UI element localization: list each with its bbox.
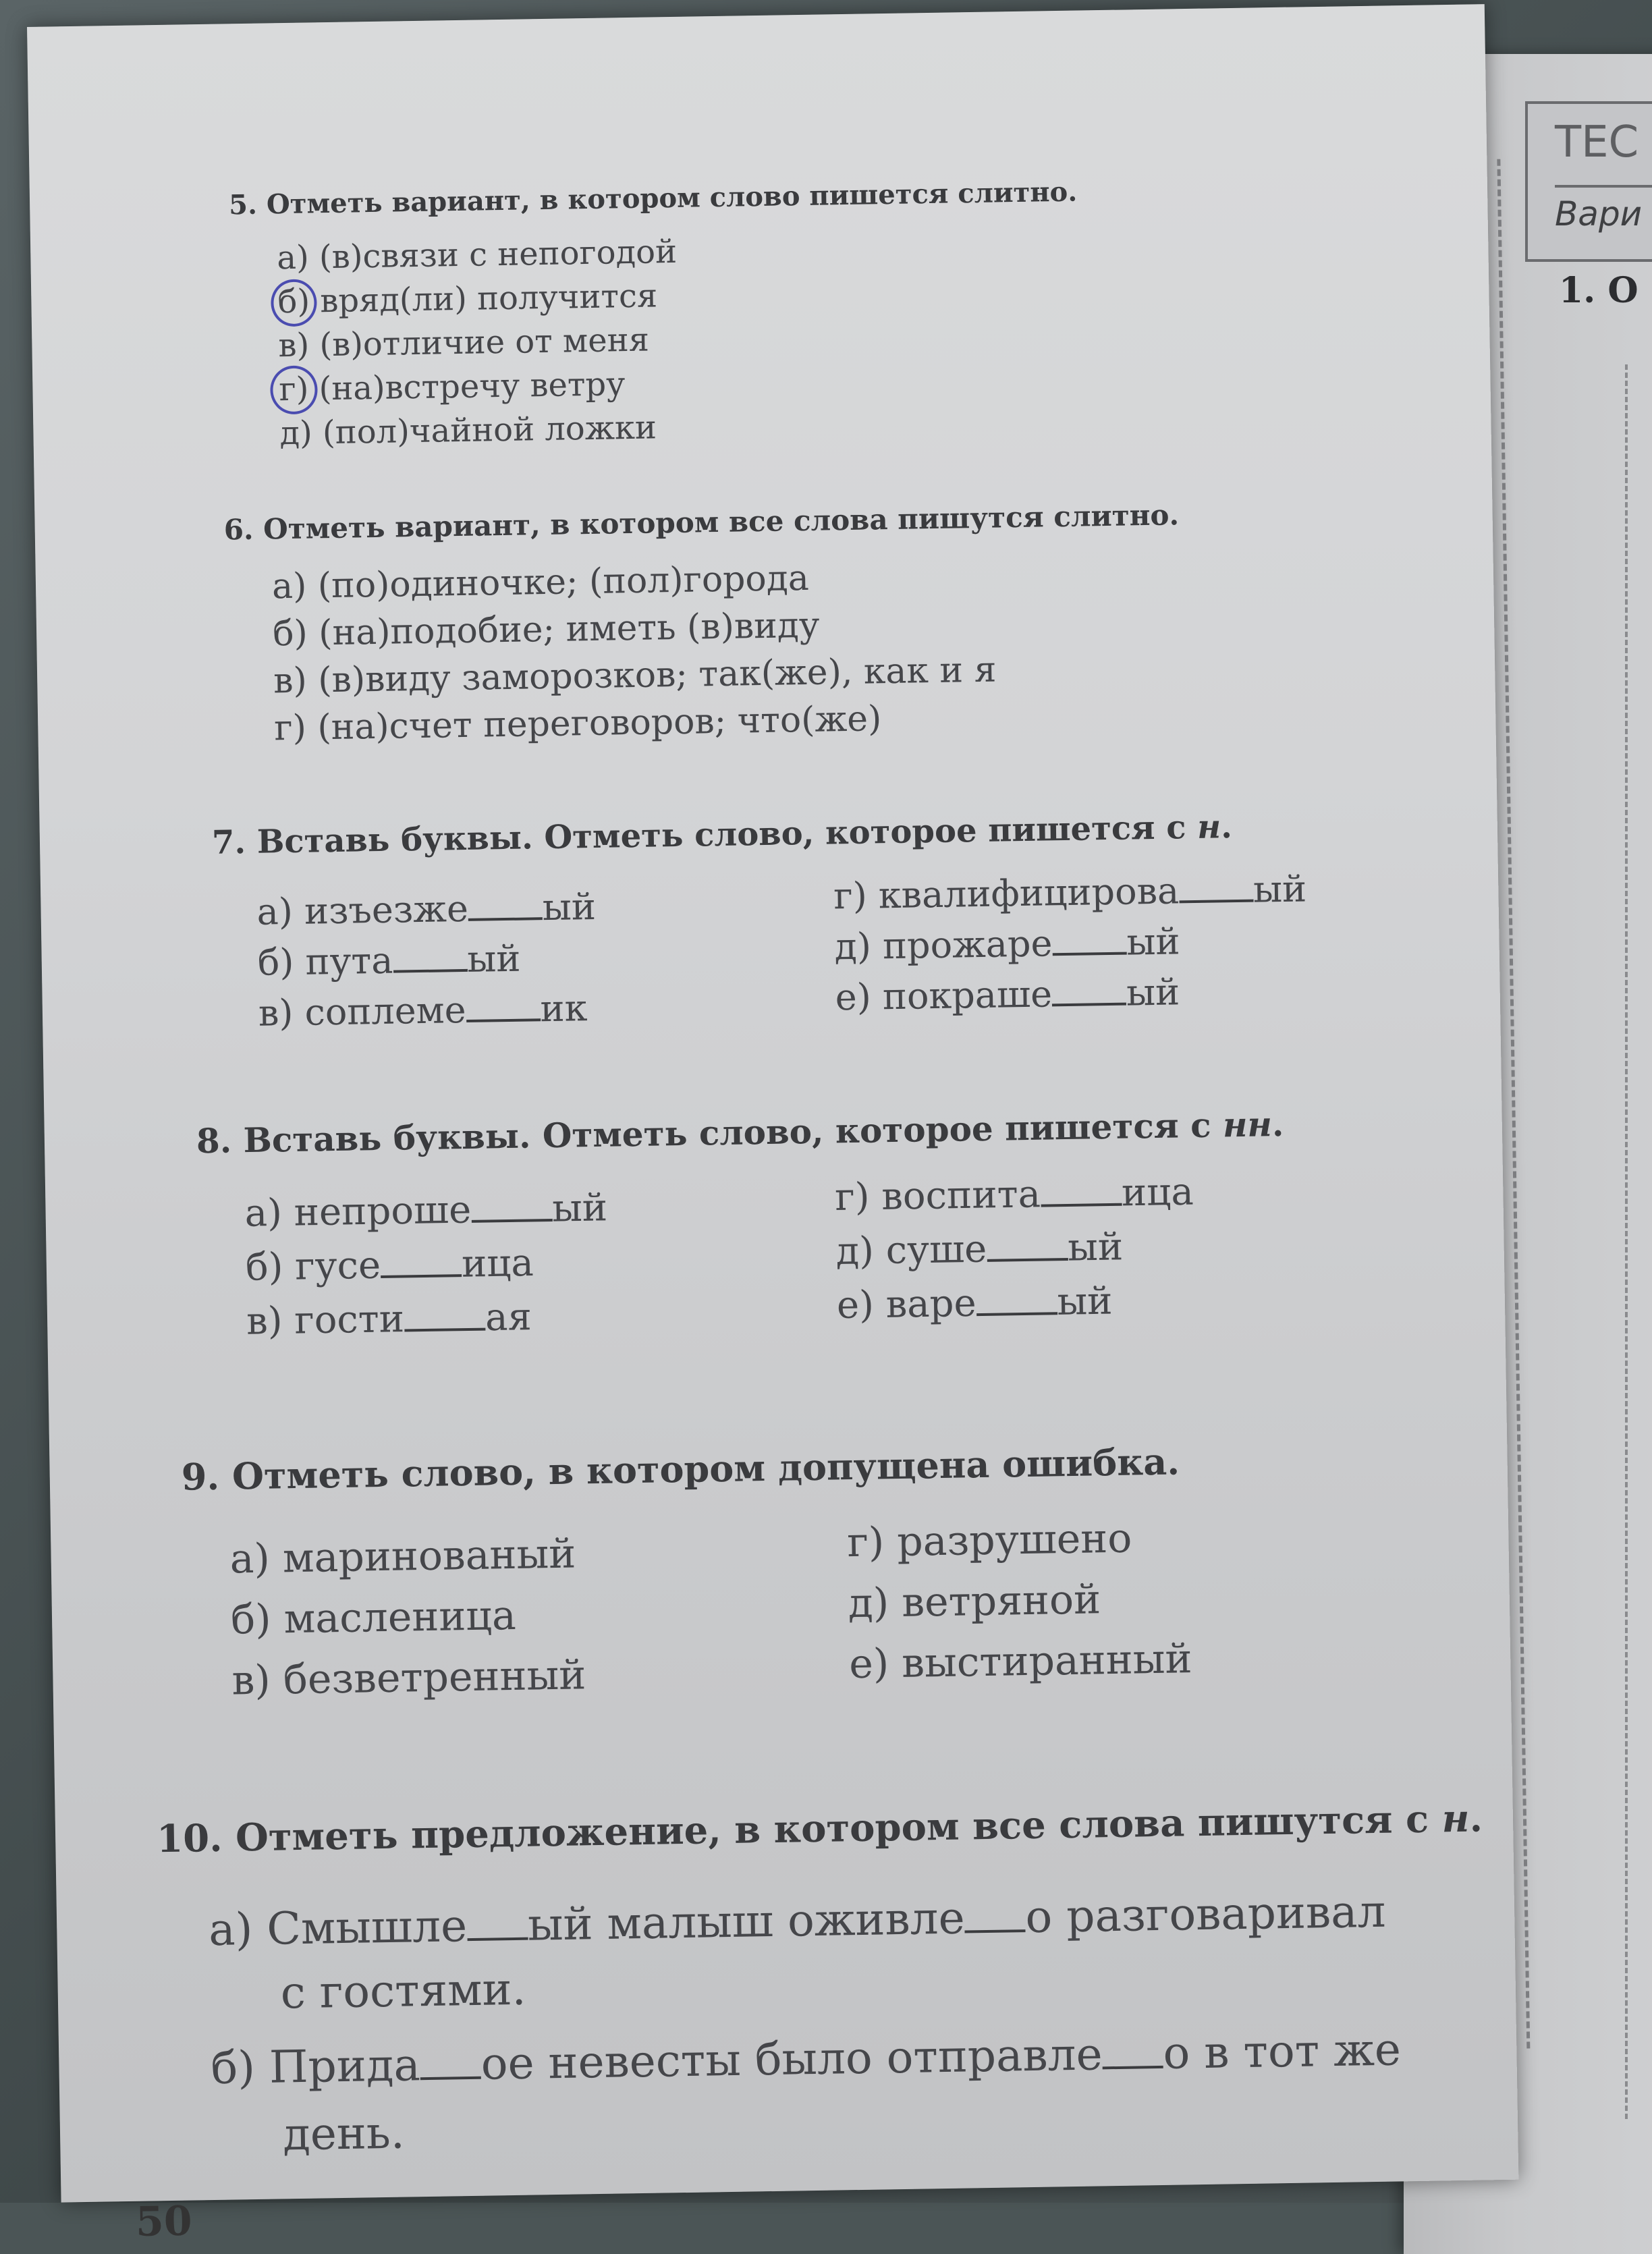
question-10-option-b-continued: день.: [282, 2106, 406, 2161]
question-6-option-a[interactable]: а) (по)одиночке; (пол)города: [271, 557, 810, 607]
question-8-option-d[interactable]: г) воспита ица: [834, 1170, 1194, 1219]
question-6-option-c[interactable]: в) (в)виду заморозков; так(же), как и я: [273, 649, 997, 702]
question-5-option-e[interactable]: д) (пол)чайной ложки: [279, 408, 657, 453]
adjacent-page-header-box: [1525, 101, 1652, 262]
question-8-option-c[interactable]: в) гости ая: [246, 1295, 532, 1344]
question-5-option-b[interactable]: б) вряд(ли) получится: [277, 277, 658, 321]
worksheet-content: [27, 4, 1518, 2246]
worksheet-page: [27, 4, 1518, 2246]
question-8-option-f[interactable]: е) варе ый: [836, 1279, 1113, 1327]
question-5-option-d[interactable]: г) (на)встречу ветру: [279, 365, 626, 409]
question-8-option-e[interactable]: д) суше ый: [835, 1225, 1124, 1273]
question-8-option-a[interactable]: а) непроше ый: [244, 1186, 608, 1236]
question-9-option-c[interactable]: в) безветренный: [231, 1651, 586, 1705]
question-5-option-c[interactable]: в) (в)отличие от меня: [278, 321, 650, 365]
question-9-title: 9. Отметь слово, в котором допущена ошибка.: [181, 1439, 1180, 1499]
adjacent-page-dashed-line: [1625, 364, 1628, 2119]
question-7-option-a[interactable]: а) изъезже ый: [256, 885, 597, 933]
question-9-option-e[interactable]: д) ветряной: [848, 1576, 1101, 1628]
question-7-option-b[interactable]: б) пута ый: [257, 937, 521, 984]
question-9-option-d[interactable]: г) разрушено: [846, 1514, 1132, 1567]
question-7-option-f[interactable]: е) покраше ый: [835, 970, 1180, 1019]
question-6-title: 6. Отметь вариант, в котором все слова пишутся слитно.: [223, 498, 1180, 547]
question-10-option-a-continued: с гостями.: [280, 1962, 527, 2019]
question-7-option-d[interactable]: г) квалифицирова ый: [833, 867, 1307, 918]
page-number: 50: [135, 2197, 193, 2246]
question-7-option-e[interactable]: д) прожаре ый: [834, 920, 1180, 968]
question-10-option-a[interactable]: а) Смышле ый малыш оживле о разговаривал: [208, 1885, 1386, 1956]
question-5-option-a[interactable]: а) (в)связи с непогодой: [276, 232, 678, 277]
question-8-title: 8. Вставь буквы. Отметь слово, которое пишется с нн.: [196, 1103, 1284, 1161]
question-8-option-b[interactable]: б) гусе ица: [245, 1241, 534, 1290]
question-7-title: 7. Вставь буквы. Отметь слово, которое пишется с н.: [211, 808, 1233, 862]
question-6-option-b[interactable]: б) (на)подобие; иметь (в)виду: [272, 605, 820, 655]
adjacent-page-question-number: 1. О: [1559, 270, 1639, 311]
question-9-option-b[interactable]: б) масленица: [230, 1591, 517, 1644]
question-10-option-b[interactable]: б) Прида ое невесты было отправле о в тот же: [210, 2023, 1402, 2095]
question-9-option-a[interactable]: а) маринованый: [229, 1530, 576, 1583]
question-5-title: 5. Отметь вариант, в котором слово пишется слитно.: [228, 175, 1078, 221]
question-10-title: 10. Отметь предложение, в котором все слова пишутся с н.: [156, 1796, 1483, 1862]
adjacent-page-variant-label: Вари: [1555, 185, 1652, 233]
adjacent-page-header-label: ТЕС: [1555, 117, 1639, 167]
question-6-option-d[interactable]: г) (на)счет переговоров; что(же): [273, 698, 882, 749]
question-7-option-c[interactable]: в) соплеме ик: [258, 987, 588, 1035]
question-9-option-f[interactable]: е) выстиранный: [848, 1635, 1192, 1688]
